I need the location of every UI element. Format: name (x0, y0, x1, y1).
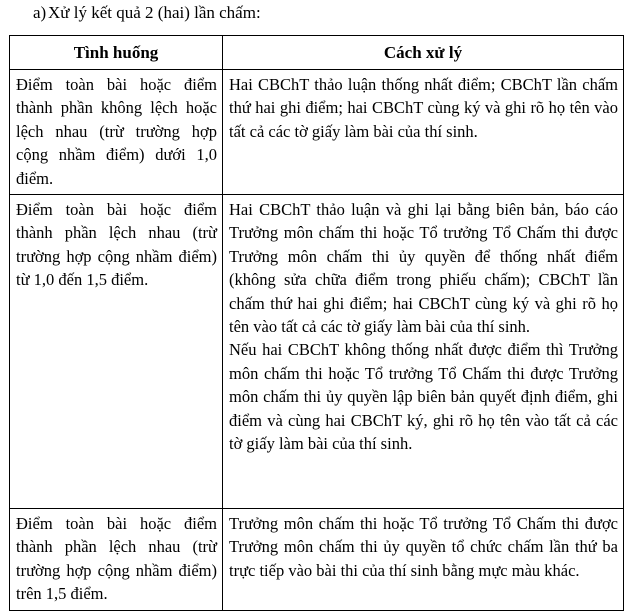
result-handling-table (9, 35, 624, 611)
paragraph: Hai CBChT thảo luận và ghi lại bằng biên bản, báo cáo Trưởng môn chấm thi hoặc Tổ trưởng Tổ Chấm thi được Trưởng môn chấm thi ủy quyền để thống nhất điểm (không sửa chữa điểm trong phiếu chấm); CBChT lần chấm thứ hai ghi điểm; hai CBChT cùng ký và ghi rõ họ tên vào tất cả các tờ giấy làm bài của thí sinh. (229, 200, 618, 337)
section-marker: a) (33, 3, 47, 22)
column-header-situation: Tình huống (10, 36, 223, 70)
handling-text (223, 70, 623, 189)
table-header (10, 36, 624, 70)
paragraph: Nếu hai CBChT không thống nhất được điểm thì Trưởng môn chấm thi hoặc Tổ trưởng Tổ Chấm thi được Trưởng môn chấm thi ủy quyền lập biên bản quyết định điểm, ghi điểm và cùng hai CBChT ký, ghi rõ họ tên vào tất cả các tờ giấy làm bài của thí sinh. (229, 340, 618, 454)
section-heading (9, 2, 623, 24)
paragraph: Hai CBChT thảo luận thống nhất điểm; CBChT lần chấm thứ hai ghi điểm; hai CBChT cùng ký và ghi rõ họ tên vào tất cả các tờ giấy làm bài của thí sinh. (229, 75, 618, 141)
situation-text: Điểm toàn bài hoặc điểm thành phần không lệch hoặc lệch nhau (trừ trường hợp cộng nhầm điểm) dưới 1,0 điểm. (16, 75, 217, 188)
cell-situation (10, 509, 223, 611)
cell-handling (223, 195, 624, 509)
table-row (10, 70, 624, 195)
section-heading-text: Xử lý kết quả 2 (hai) lần chấm: (48, 3, 261, 22)
column-header-handling: Cách xử lý (223, 36, 624, 70)
table-row (10, 509, 624, 611)
situation-text: Điểm toàn bài hoặc điểm thành phần lệch nhau (trừ trường hợp cộng nhầm điểm) từ 1,0 đến 1,5 điểm. (16, 200, 217, 290)
handling-text (223, 195, 623, 508)
table-row (10, 195, 624, 509)
cell-situation (10, 195, 223, 509)
cell-situation (10, 70, 223, 195)
cell-handling (223, 70, 624, 195)
table-header-row (10, 36, 624, 70)
paragraph: Trưởng môn chấm thi hoặc Tổ trưởng Tổ Chấm thi được Trưởng môn chấm thi ủy quyền tổ chức chấm lần thứ ba trực tiếp vào bài thi của thí sinh bằng mực màu khác. (229, 514, 618, 580)
table-body (10, 70, 624, 611)
cell-handling (223, 509, 624, 611)
handling-text (223, 509, 623, 609)
situation-text: Điểm toàn bài hoặc điểm thành phần lệch nhau (trừ trường hợp cộng nhầm điểm) trên 1,5 điểm. (16, 514, 217, 604)
